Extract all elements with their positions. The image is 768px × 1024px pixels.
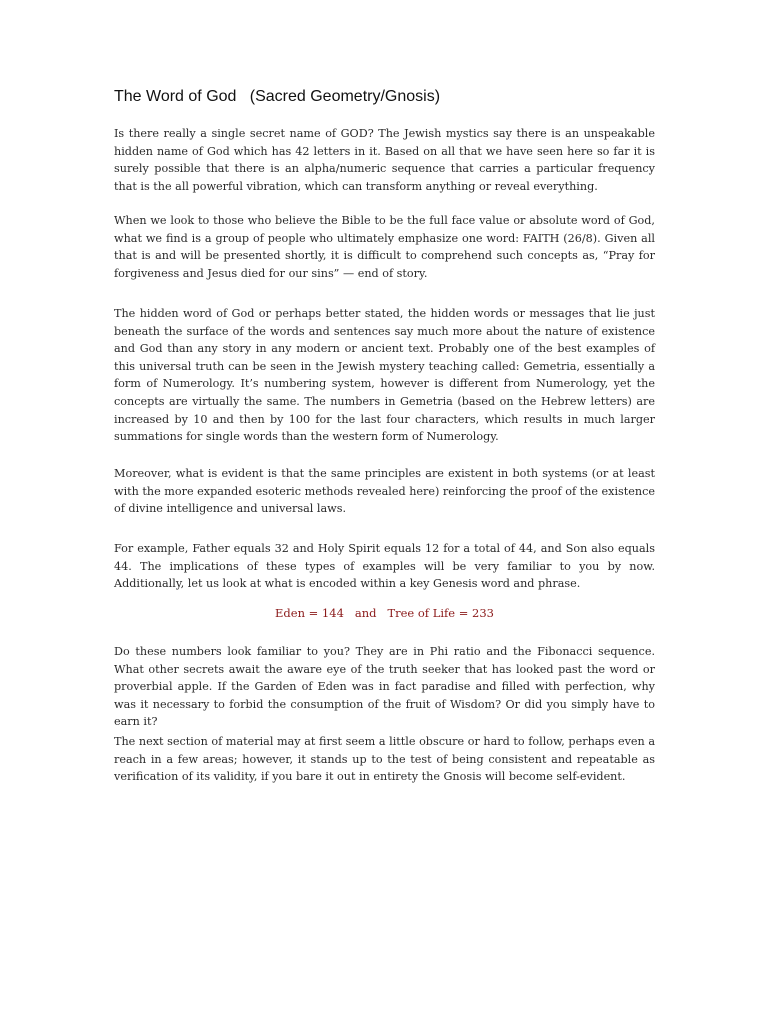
paragraph-faith: When we look to those who believe the Bible to be the full face value or absolute word of God, what we find is a group of people who ultimately emphasize one word: FAITH (26/8). Given all that is and will be presented shortly, it is difficult to comprehend such concepts as, “Pray for forgiveness and Jesus died for our sins” — end of story. [114,214,655,280]
paragraph-fibonacci: Do these numbers look familiar to you? They are in Phi ratio and the Fibonacci sequence. What other secrets await the aware eye of the truth seeker that has looked past the word or proverbial apple. If the Garden of Eden was in fact paradise and filled with perfection, why was it necessary to forbid the consumption of the fruit of Wisdom? Or did you simply have to earn it? [114,645,655,729]
paragraph-gemetria: The hidden word of God or perhaps better stated, the hidden words or messages that lie just beneath the surface of the words and sentences say much more about the nature of existence and God than any story in any modern or ancient text. Probably one of the best examples of this universal truth can be seen in the Jewish mystery teaching called: Gemetria, essentially a form of Numerology. It’s numbering system, however is different from Numerology, yet the concepts are virtually the same. The numbers in Gemetria (based on the Hebrew letters) are increased by 10 and then by 100 for the last four characters, which results in much larger summations for single words than the western form of Numerology. [114,307,655,444]
paragraph-example: For example, Father equals 32 and Holy Spirit equals 12 for a total of 44, and Son also equals 44. The implications of these types of examples will be very familiar to you by now. Additionally, let us look at what is encoded within a key Genesis word and phrase. [114,542,655,591]
paragraph-secret-name: Is there really a single secret name of GOD? The Jewish mystics say there is an unspeakable hidden name of God which has 42 letters in it. Based on all that we have seen here so far it is surely possible that there is an alpha/numeric sequence that carries a particular frequency that is the all powerful vibration, which can transform anything or reveal everything. [114,127,655,193]
page-title: The Word of God (Sacred Geometry/Gnosis) [114,88,441,105]
eden-tree-formula: Eden = 144 and Tree of Life = 233 [275,606,494,620]
paragraph-next-section: The next section of material may at first seem a little obscure or hard to follow, perhaps even a reach in a few areas; however, it stands up to the test of being consistent and repeatable as verification of its validity, if you bare it out in entirety the Gnosis will become self-evident. [114,735,655,784]
paragraph-principles: Moreover, what is evident is that the same principles are existent in both systems (or at least with the more expanded esoteric methods revealed here) reinforcing the proof of the existence of divine intelligence and universal laws. [114,467,655,516]
